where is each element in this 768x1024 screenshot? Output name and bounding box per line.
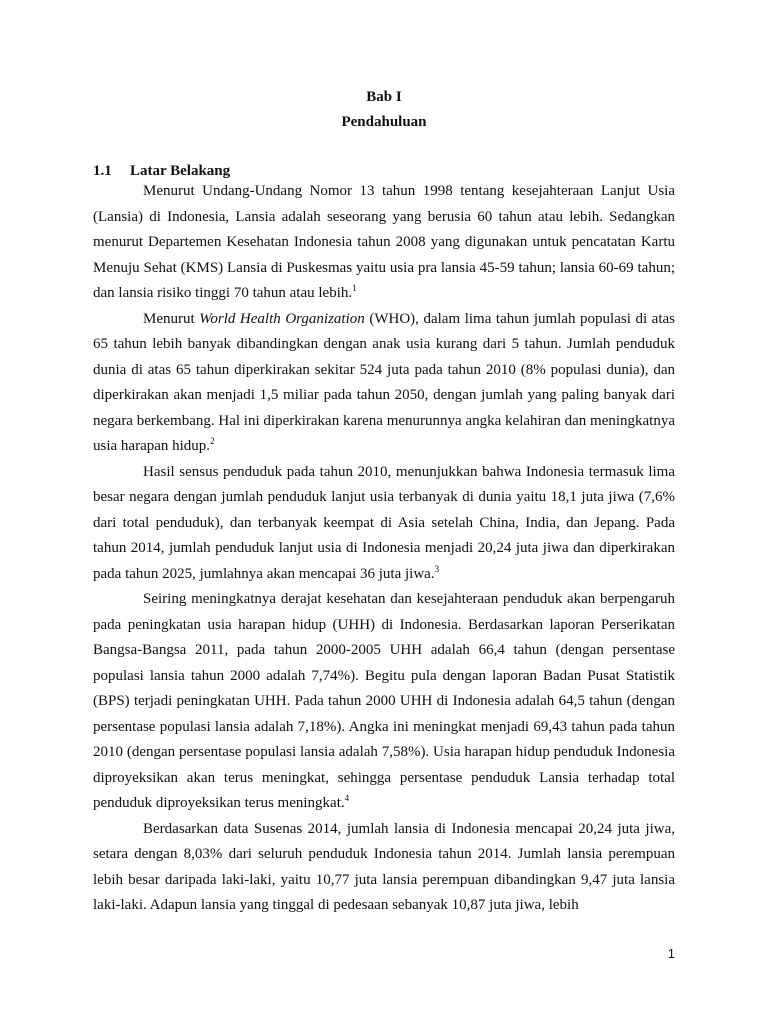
footnote-ref: 3 [434,563,440,574]
body-text [93,179,675,919]
paragraph-text: Berdasarkan data Susenas 2014, jumlah lansia di Indonesia mencapai 20,24 juta jiwa, setara dengan 8,03% dari seluruh penduduk Indonesia tahun 2014. Jumlah lansia perempuan lebih besar daripada laki-laki, yaitu 10,77 juta lansia perempuan dibandingkan 9,47 juta lansia laki-laki. Adapun lansia yang tinggal di pedesaan sebanyak 10,87 juta jiwa, lebih [93,820,675,913]
paragraph-text: (WHO), dalam lima tahun jumlah populasi di atas 65 tahun lebih banyak dibandingkan dengan anak usia kurang dari 5 tahun. Jumlah penduduk dunia di atas 65 tahun diperkirakan sekitar 524 juta pada tahun 2010 (8% populasi dunia), dan diperkirakan akan menjadi 1,5 miliar pada tahun 2050, dengan jumlah yang paling banyak dari negara berkembang. Hal ini diperkirakan karena menurunnya angka kelahiran dan meningkatnya usia harapan hidup. [93,310,675,454]
paragraph [93,179,675,307]
paragraph [93,587,675,817]
paragraph [93,460,675,588]
paragraph [93,307,675,460]
chapter-title: Pendahuluan [341,114,427,130]
page-number: 1 [667,946,675,961]
paragraph-text: Menurut Undang-Undang Nomor 13 tahun 1998 tentang kesejahteraan Lanjut Usia (Lansia) di Indonesia, Lansia adalah seseorang yang berusia 60 tahun atau lebih. Sedangkan menurut Departemen Kesehatan Indonesia tahun 2008 yang digunakan untuk pencatatan Kartu Menuju Sehat (KMS) Lansia di Puskesmas yaitu usia pra lansia 45-59 tahun; lansia 60-69 tahun; dan lansia risiko tinggi 70 tahun atau lebih. [93,183,675,301]
chapter-number: Bab I [366,89,402,105]
footnote-ref: 1 [352,283,357,293]
paragraph-text: Seiring meningkatnya derajat kesehatan dan kesejahteraan penduduk akan berpengaruh pada peningkatan usia harapan hidup (UHH) di Indonesia. Berdasarkan laporan Perserikatan Bangsa-Bangsa 2011, pada tahun 2000-2005 UHH adalah 66,4 tahun (dengan persentase populasi lansia tahun 2000 adalah 7,74%). Begitu pula dengan laporan Badan Pusat Statistik (BPS) terjadi peningkatan UHH. Pada tahun 2000 UHH di Indonesia adalah 64,5 tahun (dengan persentase populasi lansia adalah 7,18%). Angka ini meningkat menjadi 69,43 tahun pada tahun 2010 (dengan persentase populasi lansia adalah 7,58%). Usia harapan hidup penduduk Indonesia diproyeksikan akan terus meningkat, sehingga persentase penduduk Lansia terhadap total penduduk diproyeksikan terus meningkat. [93,591,675,811]
section-heading [93,163,230,180]
footnote-ref: 2 [210,436,215,446]
section-title: Latar Belakang [130,163,231,179]
footnote-ref: 4 [344,793,350,803]
paragraph-text: Hasil sensus penduduk pada tahun 2010, menunjukkan bahwa Indonesia termasuk lima besar negara dengan jumlah penduduk lanjut usia terbanyak di dunia yaitu 18,1 juta jiwa (7,6% dari total penduduk), dan terbanyak keempat di Asia setelah China, India, dan Jepang. Pada tahun 2014, jumlah penduduk lanjut usia di Indonesia menjadi 20,24 juta jiwa dan diperkirakan pada tahun 2025, jumlahnya akan mencapai 36 juta jiwa. [93,463,675,582]
paragraph-text: Menurut [143,310,200,327]
paragraph [93,817,675,919]
section-number: 1.1 [93,163,112,179]
italic-term: World Health Organization [199,310,365,327]
